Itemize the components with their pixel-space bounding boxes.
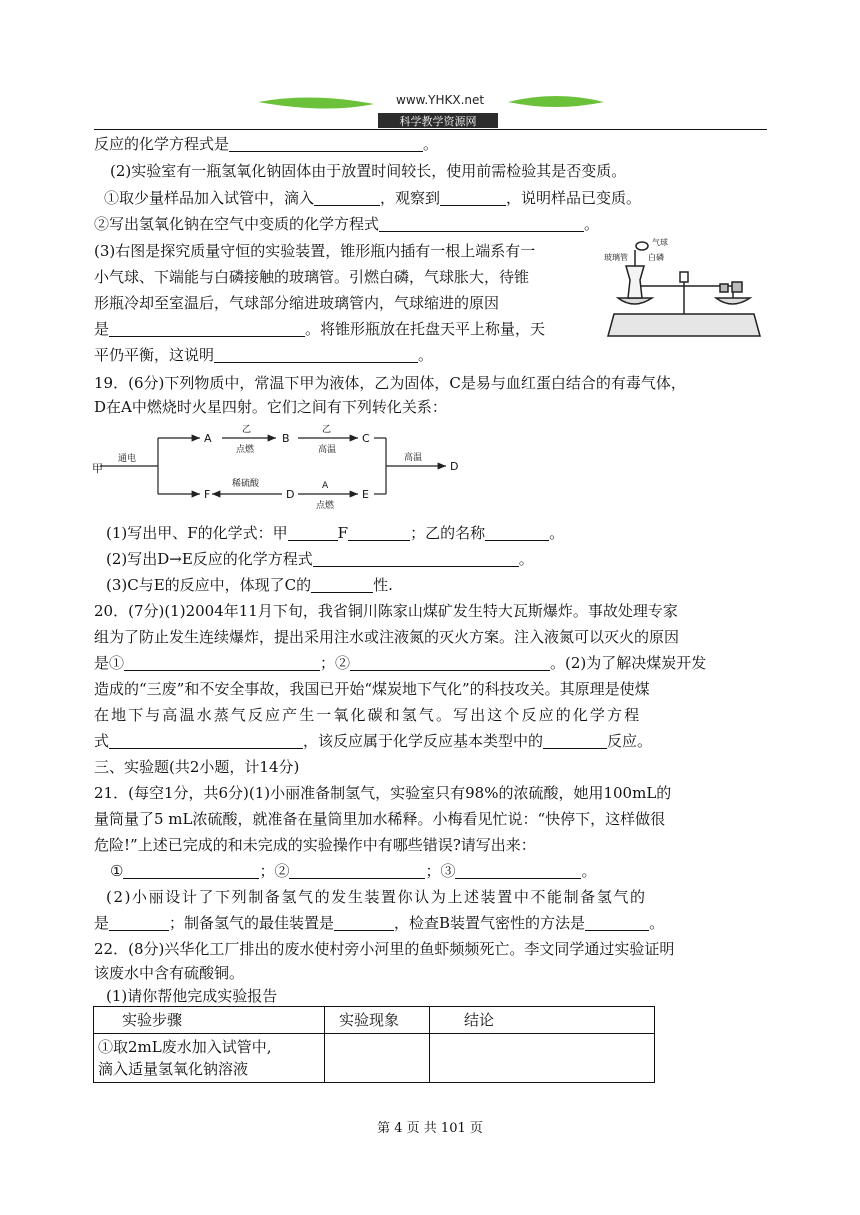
diagram-label-gaowen-2: 高温 (404, 453, 423, 463)
answer-blank[interactable] (455, 862, 581, 879)
text-line-q19-a: 19．(6分)下列物质中，常温下甲为液体，乙为固体，C是易与血红蛋白结合的有毒气体， (94, 374, 686, 392)
balance-label-balloon: 气球 (652, 238, 668, 247)
text-line-q21-a: 21．(每空1分，共6分)(1)小丽准备制氢气，实验室只有98%的浓硫酸，她用100mL的 (94, 784, 672, 802)
text-line-6: 小气球、下端能与白磷接触的玻璃管。引燃白磷，气球胀大，待锥 (94, 268, 530, 286)
diagram-label-A: A (322, 481, 329, 491)
transformation-diagram (92, 410, 467, 510)
text-line-q20-d: 造成的“三废”和不安全事故，我国已开始“煤炭地下气化”的科技攻关。其原理是使煤 (94, 680, 650, 698)
table-cell-conclusion[interactable] (430, 1034, 655, 1083)
answer-blank[interactable] (109, 914, 169, 931)
table-cell-observation[interactable] (325, 1034, 430, 1083)
text-line-1: 反应的化学方程式是 。 (94, 135, 439, 153)
answer-blank[interactable] (123, 862, 259, 879)
diagram-node-jia: 甲 (92, 462, 103, 475)
table-header-step: 实验步骤 (94, 1007, 325, 1034)
answer-blank[interactable] (314, 189, 380, 206)
table-cell-step-line-1: ①取2mL废水加入试管中, (98, 1038, 272, 1056)
diagram-node-F: F (204, 488, 211, 501)
diagram-label-tongdian: 通电 (118, 454, 137, 464)
answer-blank[interactable] (288, 524, 338, 541)
text-line-5: (3)右图是探究质量守恒的实验装置，锥形瓶内插有一根上端系有一 (94, 242, 536, 260)
answer-blank[interactable] (543, 732, 607, 749)
page-footer: 第 4 页 共 101 页 (377, 1121, 483, 1136)
diagram-node-D-final: D (450, 460, 459, 473)
text-line-q20-f: 式 ，该反应属于化学反应基本类型中的 反应。 (94, 732, 653, 750)
text-line-q21-b: 量筒量了5 mL浓硫酸，就准备在量筒里加水稀释。小梅看见忙说：“快停下，这样做很 (94, 810, 666, 828)
header-rule (94, 129, 767, 130)
text-line-q19-3: (3)C与E的反应中，体现了C的 性. (106, 576, 393, 594)
text-line-q21-c: 危险!”上述已完成的和未完成的实验操作中有哪些错误?请写出来： (94, 836, 536, 854)
text-line-q22-a: 22．(8分)兴华化工厂排出的废水使村旁小河里的鱼虾频频死亡。李文同学通过实验证明 (94, 940, 675, 958)
table-cell-step (94, 1034, 325, 1083)
text-line-q19-b: D在A中燃烧时火星四射。它们之间有下列转化关系： (94, 398, 447, 416)
text-line-q21-d: ① ；② ；③ 。 (110, 862, 597, 880)
text-line-8: 是 。将锥形瓶放在托盘天平上称量，天 (94, 320, 546, 338)
text-line-7: 形瓶冷却至室温后，气球部分缩进玻璃管内，气球缩进的原因 (94, 294, 500, 312)
text-line-3: ①取少量样品加入试管中，滴入 ，观察到 ，说明样品已变质。 (104, 189, 642, 207)
diagram-label-gaowen-1: 高温 (318, 445, 337, 455)
answer-blank[interactable] (585, 914, 649, 931)
answer-blank[interactable] (379, 215, 584, 232)
diagram-label-yi-1: 乙 (242, 425, 252, 435)
text-line-q19-1: (1)写出甲、F的化学式：甲 F ；乙的名称 。 (106, 524, 565, 542)
text-line-q22-c: (1)请你帮他完成实验报告 (106, 987, 278, 1005)
diagram-label-yi-2: 乙 (322, 425, 332, 435)
answer-blank[interactable] (485, 524, 549, 541)
answer-blank[interactable] (229, 135, 423, 152)
answer-blank[interactable] (313, 550, 519, 567)
answer-blank[interactable] (350, 654, 550, 671)
text-line-4: ②写出氢氧化钠在空气中变质的化学方程式 。 (94, 215, 600, 233)
table-header-conclusion: 结论 (430, 1007, 655, 1034)
table-cell-step-line-2: 滴入适量氢氧化钠溶液 (98, 1060, 249, 1078)
text-line-q20-c: 是① ；② 。(2)为了解决煤炭开发 (94, 654, 707, 672)
diagram-node-C: C (362, 432, 370, 445)
text-line-q20-b: 组为了防止发生连续爆炸，提出采用注水或注液氮的灭火方案。注入液氮可以灭火的原因 (94, 628, 680, 646)
logo-swoosh-right (508, 96, 604, 107)
text-line-2: (2)实验室有一瓶氢氧化钠固体由于放置时间较长，使用前需检验其是否变质。 (110, 162, 627, 180)
experiment-report-table (93, 1006, 655, 1083)
diagram-node-B: B (282, 432, 290, 445)
logo-text: www.YHKX.net (396, 93, 485, 107)
site-logo (256, 64, 606, 130)
balance-label-glass-tube: 玻璃管 (604, 253, 628, 262)
answer-blank[interactable] (109, 732, 303, 749)
diagram-label-xiliusuan: 稀硫酸 (232, 479, 260, 489)
answer-blank[interactable] (311, 576, 373, 593)
text-line-q20-a: 20．(7分)(1)2004年11月下旬，我省铜川陈家山煤矿发生特大瓦斯爆炸。事故处理专家 (94, 602, 678, 620)
text-line-q21-f: 是 ；制备氢气的最佳装置是 ，检查B装置气密性的方法是 。 (94, 914, 665, 932)
balance-label-white-phosphorus: 白磷 (648, 253, 664, 262)
answer-blank[interactable] (440, 189, 506, 206)
logo-subtitle: 科学教学资源网 (399, 115, 477, 128)
answer-blank[interactable] (214, 346, 418, 363)
diagram-label-dianran-1: 点燃 (236, 445, 255, 455)
text-line-9: 平仍平衡，这说明 。 (94, 346, 434, 364)
answer-blank[interactable] (334, 914, 394, 931)
diagram-node-A: A (204, 432, 212, 445)
diagram-label-dianran-2: 点燃 (316, 501, 335, 510)
text-line-q19-2: (2)写出D→E反应的化学方程式 。 (106, 550, 534, 568)
diagram-node-E: E (362, 488, 369, 501)
text-line-q22-b: 该废水中含有硫酸铜。 (94, 964, 245, 982)
answer-blank[interactable] (124, 654, 320, 671)
diagram-node-D: D (286, 488, 295, 501)
balance-apparatus-figure (604, 236, 766, 346)
table-header-observation: 实验现象 (325, 1007, 430, 1034)
table-header-row (94, 1007, 655, 1034)
logo-swoosh-left (258, 97, 374, 108)
table-row (94, 1034, 655, 1083)
section-heading-experiments: 三、实验题(共2小题，计14分) (94, 758, 300, 776)
text-line-q21-e: (2)小丽设计了下列制备氢气的发生装置你认为上述装置中不能制备氢气的 (106, 888, 647, 906)
text-line-q20-e: 在地下与高温水蒸气反应产生一氧化碳和氢气。写出这个反应的化学方程 (94, 706, 642, 724)
answer-blank[interactable] (348, 524, 410, 541)
answer-blank[interactable] (109, 320, 305, 337)
answer-blank[interactable] (289, 862, 425, 879)
